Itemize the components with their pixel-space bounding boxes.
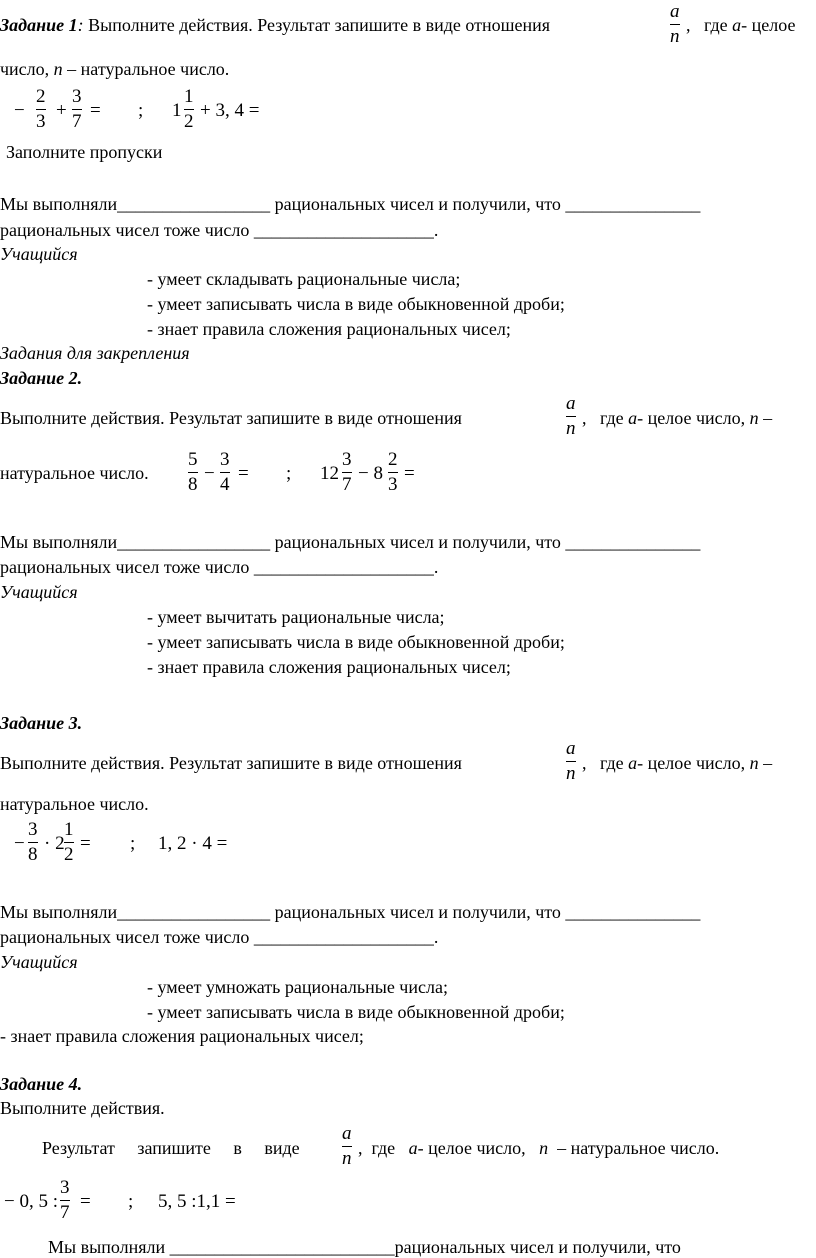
task1-ex2-frac <box>184 85 194 134</box>
task3-blank-line1: Мы выполняли_________________ рациональных чисел и получили, что _______________ <box>0 902 701 922</box>
ratio-denominator: n <box>566 418 576 439</box>
task2-ex1-frac2 <box>220 448 230 497</box>
task4-separator: ; <box>128 1191 134 1212</box>
task2-line2: натуральное число. <box>0 463 149 483</box>
integer-text: - целое число, <box>637 408 746 428</box>
dash: – <box>763 753 773 773</box>
numerator: 5 <box>188 449 198 470</box>
comma: , <box>582 408 587 428</box>
denominator: 8 <box>188 474 198 495</box>
task1-line1-tail <box>686 14 795 36</box>
denominator: 3 <box>388 474 398 495</box>
task1-skill-3: - знает правила сложения рациональных чисел; <box>147 319 511 339</box>
task1-student: Учащийся <box>0 244 78 264</box>
task1-ex1-equals: = <box>90 100 101 121</box>
word-form: виде <box>264 1138 300 1158</box>
natural-text: – натуральное число. <box>557 1138 720 1158</box>
integer-text: - целое <box>741 15 796 35</box>
numerator: 3 <box>342 449 352 470</box>
denominator: 8 <box>28 844 38 865</box>
ratio-numerator: a <box>342 1123 352 1144</box>
ratio-numerator: a <box>670 1 680 22</box>
task1-ex2-rest: + 3, 4 = <box>200 100 260 121</box>
task2-ex2-frac1 <box>342 448 352 497</box>
ratio-denominator: n <box>342 1148 352 1169</box>
word-in: в <box>233 1138 242 1158</box>
task2-ex2-frac2 <box>388 448 398 497</box>
denominator: 4 <box>220 474 230 495</box>
numerator: 3 <box>72 86 82 107</box>
task1-separator: ; <box>138 100 144 121</box>
task3-line2: натуральное число. <box>0 794 149 814</box>
task4-heading: Задание 4. <box>0 1074 83 1094</box>
task1-heading: Задание 1 <box>0 15 78 35</box>
var-a: a <box>408 1138 418 1158</box>
word-write: запишите <box>137 1138 211 1158</box>
denominator: 3 <box>36 111 46 132</box>
task2-blank-line2: рациональных чисел тоже число ____________________. <box>0 557 439 577</box>
task1-skill-2: - умеет записывать числа в виде обыкновенной дроби; <box>147 294 565 314</box>
consolidation-heading: Задания для закрепления <box>0 343 190 363</box>
task2-skill-3: - знает правила сложения рациональных чисел; <box>147 657 511 677</box>
task1-line2 <box>0 58 229 80</box>
task3-ex1-minus: − <box>14 833 25 854</box>
task1-ex1-frac2 <box>72 85 82 134</box>
ratio-denominator: n <box>670 26 680 47</box>
denominator: 2 <box>64 844 74 865</box>
task4-blank-line: Мы выполняли _________________________рациональных чисел и получили, что <box>48 1237 681 1257</box>
denominator: 7 <box>60 1202 70 1223</box>
task3-ex1-equals: = <box>80 833 91 854</box>
task2-ex1-frac1 <box>188 448 198 497</box>
task2-heading: Задание 2. <box>0 368 83 388</box>
var-a: a <box>732 15 742 35</box>
task4-ratio-fraction <box>342 1122 352 1171</box>
task2-ratio-fraction <box>566 392 576 441</box>
fill-label: Заполните пропуски <box>6 142 163 162</box>
ratio-numerator: a <box>566 393 576 414</box>
task1-ex1-frac1 <box>36 85 46 134</box>
number-word: число, <box>0 59 50 79</box>
task4-line2-tail <box>358 1137 719 1159</box>
task3-separator: ; <box>130 833 136 854</box>
task1-ex1-minus: − <box>14 100 25 121</box>
word-where: где <box>371 1138 396 1158</box>
var-n: n <box>539 1138 549 1158</box>
var-a: a <box>628 753 638 773</box>
ratio-denominator: n <box>566 763 576 784</box>
natural-text: – натуральное число. <box>67 59 230 79</box>
task2-line1: Выполните действия. Результат запишите в виде отношения <box>0 408 462 428</box>
task4-ex1-equals: = <box>80 1191 91 1212</box>
task2-separator: ; <box>286 463 292 484</box>
word-where: где <box>704 15 728 35</box>
task2-ex1-equals: = <box>238 463 249 484</box>
numerator: 1 <box>64 819 74 840</box>
word-where: где <box>600 753 624 773</box>
task3-ex1-dot: · 2 <box>44 833 65 854</box>
comma: , <box>686 15 691 35</box>
word-result: Результат <box>42 1138 115 1158</box>
dash: – <box>763 408 773 428</box>
numerator: 2 <box>36 86 46 107</box>
task3-line1-tail <box>582 752 772 774</box>
task2-ex1-minus: − <box>204 463 215 484</box>
task1-ex1-plus: + <box>56 100 67 121</box>
numerator: 1 <box>184 86 194 107</box>
var-n: n <box>749 753 759 773</box>
denominator: 2 <box>184 111 194 132</box>
numerator: 3 <box>28 819 38 840</box>
task3-ex2: 1, 2 · 4 = <box>158 833 228 854</box>
task1-line1 <box>0 14 550 36</box>
task4-line2 <box>42 1137 300 1159</box>
task1-text: Выполните действия. Результат запишите в виде отношения <box>88 15 551 35</box>
task1-blank-line1: Мы выполняли_________________ рациональных чисел и получили, что _______________ <box>0 194 701 214</box>
numerator: 2 <box>388 449 398 470</box>
task4-ex1-frac <box>60 1176 70 1225</box>
task3-skill-2: - умеет записывать числа в виде обыкновенной дроби; <box>147 1002 565 1022</box>
task1-blank-line2: рациональных чисел тоже число ____________________. <box>0 220 439 240</box>
task2-ex2-minus: − 8 <box>358 463 383 484</box>
task2-student: Учащийся <box>0 582 78 602</box>
task4-ex1-lead: − 0, 5 : <box>4 1191 58 1212</box>
comma: , <box>582 753 587 773</box>
task1-ratio-fraction <box>670 0 680 49</box>
integer-text: - целое число, <box>637 753 746 773</box>
task2-skill-2: - умеет записывать числа в виде обыкновенной дроби; <box>147 632 565 652</box>
task2-ex2-equals: = <box>404 463 415 484</box>
task3-student: Учащийся <box>0 952 78 972</box>
comma: , <box>358 1138 363 1158</box>
task1-skill-1: - умеет складывать рациональные числа; <box>147 269 461 289</box>
integer-text: - целое число, <box>417 1138 526 1158</box>
task2-ex2-whole1: 12 <box>320 463 339 484</box>
task3-line1: Выполните действия. Результат запишите в виде отношения <box>0 753 462 773</box>
task2-line1-tail <box>582 407 772 429</box>
task3-blank-line2: рациональных чисел тоже число ____________________. <box>0 927 439 947</box>
task1-heading-colon: : <box>77 15 84 35</box>
task3-skill-1: - умеет умножать рациональные числа; <box>147 977 448 997</box>
var-a: a <box>628 408 638 428</box>
denominator: 7 <box>342 474 352 495</box>
task3-ex1-frac1 <box>28 818 38 867</box>
var-n: n <box>749 408 759 428</box>
numerator: 3 <box>220 449 230 470</box>
var-n: n <box>53 59 63 79</box>
task4-ex2: 5, 5 :1,1 = <box>158 1191 236 1212</box>
task3-skill-3: - знает правила сложения рациональных чисел; <box>0 1026 364 1046</box>
numerator: 3 <box>60 1177 70 1198</box>
task3-heading: Задание 3. <box>0 713 83 733</box>
task1-ex2-whole: 1 <box>172 100 182 121</box>
denominator: 7 <box>72 111 82 132</box>
word-where: где <box>600 408 624 428</box>
task4-line1: Выполните действия. <box>0 1098 165 1118</box>
task2-skill-1: - умеет вычитать рациональные числа; <box>147 607 445 627</box>
ratio-numerator: a <box>566 738 576 759</box>
task3-ratio-fraction <box>566 737 576 786</box>
task2-blank-line1: Мы выполняли_________________ рациональных чисел и получили, что _______________ <box>0 532 701 552</box>
task3-ex1-frac2 <box>64 818 74 867</box>
